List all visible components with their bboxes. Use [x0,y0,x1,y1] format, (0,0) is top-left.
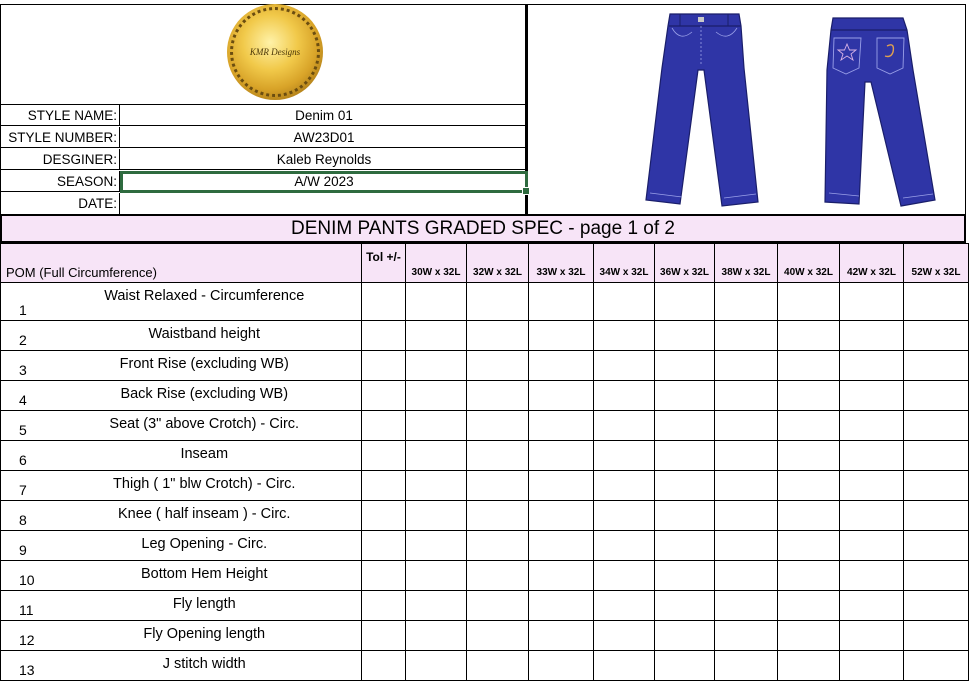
style-name-label: STYLE NAME: [0,105,120,125]
measurement-cell[interactable] [467,321,529,351]
pom-description[interactable]: J stitch width [48,651,362,681]
measurement-cell[interactable] [778,651,840,681]
measurement-cell[interactable] [467,621,529,651]
measurement-cell[interactable] [715,561,778,591]
measurement-cell[interactable] [406,351,467,381]
measurement-cell[interactable] [594,591,655,621]
style-number-row[interactable] [0,127,528,148]
measurement-cell[interactable] [778,591,840,621]
measurement-cell[interactable] [529,621,594,651]
measurement-cell[interactable] [840,351,904,381]
measurement-cell[interactable] [715,471,778,501]
style-number-value[interactable]: AW23D01 [293,130,355,145]
measurement-cell[interactable] [594,283,655,321]
measurement-cell[interactable] [655,441,715,471]
tolerance-cell[interactable] [362,501,406,531]
tolerance-cell[interactable] [362,381,406,411]
measurement-cell[interactable] [715,531,778,561]
table-row [1,561,969,591]
measurement-cell[interactable] [715,351,778,381]
pom-description[interactable]: Leg Opening - Circ. [48,531,362,561]
measurement-cell[interactable] [594,351,655,381]
measurement-cell[interactable] [594,411,655,441]
measurement-cell[interactable] [529,321,594,351]
size-header: 33W x 32L [529,244,594,283]
pom-number: 8 [1,501,48,531]
measurement-cell[interactable] [778,561,840,591]
tolerance-header: Tol +/- [362,244,406,283]
measurement-cell[interactable] [467,411,529,441]
measurement-cell[interactable] [467,651,529,681]
style-name-value[interactable]: Denim 01 [295,108,353,123]
size-header: 32W x 32L [467,244,529,283]
pom-number: 6 [1,441,48,471]
measurement-cell[interactable] [715,441,778,471]
measurement-cell[interactable] [904,501,969,531]
style-name-row[interactable] [0,105,528,126]
measurement-cell[interactable] [529,501,594,531]
tolerance-cell[interactable] [362,351,406,381]
measurement-cell[interactable] [529,283,594,321]
measurement-cell[interactable] [529,441,594,471]
measurement-cell[interactable] [904,411,969,441]
table-row [1,591,969,621]
measurement-cell[interactable] [467,381,529,411]
table-row [1,651,969,681]
tolerance-cell[interactable] [362,591,406,621]
measurement-cell[interactable] [655,591,715,621]
pom-number: 3 [1,351,48,381]
measurement-cell[interactable] [778,283,840,321]
measurement-cell[interactable] [840,501,904,531]
measurement-cell[interactable] [467,283,529,321]
header-top-border [0,4,966,5]
measurement-cell[interactable] [904,561,969,591]
measurement-cell[interactable] [715,591,778,621]
measurement-cell[interactable] [406,591,467,621]
pom-number: 10 [1,561,48,591]
measurement-cell[interactable] [840,531,904,561]
measurement-cell[interactable] [529,411,594,441]
measurement-cell[interactable] [594,621,655,651]
pom-number: 5 [1,411,48,441]
measurement-cell[interactable] [778,501,840,531]
table-row [1,621,969,651]
jeans-back-illustration [815,10,940,210]
table-header-row [1,244,969,283]
measurement-cell[interactable] [778,351,840,381]
measurement-cell[interactable] [715,381,778,411]
tolerance-cell[interactable] [362,621,406,651]
measurement-cell[interactable] [406,381,467,411]
pom-number: 12 [1,621,48,651]
measurement-cell[interactable] [715,651,778,681]
measurement-cell[interactable] [406,531,467,561]
measurement-cell[interactable] [467,501,529,531]
measurement-cell[interactable] [594,501,655,531]
header-right-border [965,4,966,214]
pom-number: 7 [1,471,48,501]
measurement-cell[interactable] [406,283,467,321]
pom-description[interactable]: Front Rise (excluding WB) [48,351,362,381]
measurement-cell[interactable] [406,561,467,591]
measurement-cell[interactable] [904,441,969,471]
pom-header: POM (Full Circumference) [1,244,362,283]
measurement-cell[interactable] [594,381,655,411]
measurement-cell[interactable] [715,501,778,531]
sheet-title: DENIM PANTS GRADED SPEC - page 1 of 2 [0,214,966,243]
size-header: 40W x 32L [778,244,840,283]
pom-number: 11 [1,591,48,621]
table-row [1,441,969,471]
measurement-cell[interactable] [840,561,904,591]
tolerance-cell[interactable] [362,471,406,501]
measurement-cell[interactable] [406,621,467,651]
measurement-cell[interactable] [840,471,904,501]
pom-number: 4 [1,381,48,411]
style-info [0,104,528,214]
measurement-cell[interactable] [904,651,969,681]
measurement-cell[interactable] [840,441,904,471]
measurement-cell[interactable] [840,411,904,441]
tolerance-cell[interactable] [362,651,406,681]
table-row [1,351,969,381]
measurement-cell[interactable] [529,381,594,411]
measurement-cell[interactable] [904,621,969,651]
measurement-cell[interactable] [406,651,467,681]
designer-label: DESGINER: [0,149,120,169]
measurement-cell[interactable] [529,591,594,621]
measurement-cell[interactable] [655,351,715,381]
measurement-cell[interactable] [594,561,655,591]
measurement-cell[interactable] [467,531,529,561]
pom-number: 13 [1,651,48,681]
measurement-cell[interactable] [904,381,969,411]
measurement-cell[interactable] [655,411,715,441]
measurement-cell[interactable] [594,651,655,681]
measurement-cell[interactable] [904,283,969,321]
table-row [1,381,969,411]
measurement-cell[interactable] [840,621,904,651]
pom-description[interactable]: Knee ( half inseam ) - Circ. [48,501,362,531]
pom-description[interactable]: Back Rise (excluding WB) [48,381,362,411]
measurement-cell[interactable] [778,471,840,501]
brand-logo [227,4,323,100]
measurement-cell[interactable] [655,561,715,591]
pom-description[interactable]: Inseam [48,441,362,471]
measurement-cell[interactable] [715,621,778,651]
pom-description[interactable]: Fly Opening length [48,621,362,651]
measurement-cell[interactable] [840,283,904,321]
selected-cell-outline [120,171,528,193]
table-row [1,501,969,531]
pom-number: 2 [1,321,48,351]
measurement-cell[interactable] [778,411,840,441]
measurement-cell[interactable] [655,621,715,651]
measurement-cell[interactable] [840,381,904,411]
size-header: 52W x 32L [904,244,969,283]
spec-table-body [1,283,969,681]
measurement-cell[interactable] [904,471,969,501]
tolerance-cell[interactable] [362,321,406,351]
pom-description[interactable]: Waistband height [48,321,362,351]
measurement-cell[interactable] [406,411,467,441]
measurement-cell[interactable] [529,351,594,381]
size-header: 42W x 32L [840,244,904,283]
designer-row[interactable] [0,149,528,170]
measurement-cell[interactable] [655,651,715,681]
measurement-cell[interactable] [715,283,778,321]
measurement-cell[interactable] [406,441,467,471]
measurement-cell[interactable] [655,471,715,501]
measurement-cell[interactable] [904,591,969,621]
date-row[interactable] [0,193,528,214]
logo-text: KMR Designs [249,47,301,57]
measurement-cell[interactable] [406,471,467,501]
measurement-cell[interactable] [594,471,655,501]
measurement-cell[interactable] [778,621,840,651]
pom-description[interactable]: Seat (3" above Crotch) - Circ. [48,411,362,441]
measurement-cell[interactable] [406,501,467,531]
measurement-cell[interactable] [655,381,715,411]
spec-table [0,243,969,681]
size-header: 36W x 32L [655,244,715,283]
measurement-cell[interactable] [655,531,715,561]
size-header: 34W x 32L [594,244,655,283]
measurement-cell[interactable] [840,321,904,351]
measurement-cell[interactable] [467,471,529,501]
measurement-cell[interactable] [529,531,594,561]
pom-description[interactable]: Thigh ( 1" blw Crotch) - Circ. [48,471,362,501]
measurement-cell[interactable] [467,561,529,591]
measurement-cell[interactable] [715,411,778,441]
tolerance-cell[interactable] [362,441,406,471]
measurement-cell[interactable] [529,651,594,681]
size-header: 38W x 32L [715,244,778,283]
fill-handle[interactable] [522,187,530,195]
measurement-cell[interactable] [467,351,529,381]
jeans-front-illustration [640,8,760,208]
table-row [1,531,969,561]
measurement-cell[interactable] [655,321,715,351]
table-row [1,321,969,351]
measurement-cell[interactable] [904,531,969,561]
table-row [1,411,969,441]
measurement-cell[interactable] [594,531,655,561]
measurement-cell[interactable] [529,561,594,591]
measurement-cell[interactable] [529,471,594,501]
measurement-cell[interactable] [406,321,467,351]
table-row [1,471,969,501]
date-value[interactable] [120,193,528,214]
measurement-cell[interactable] [904,321,969,351]
season-label: SEASON: [0,171,120,191]
measurement-cell[interactable] [778,381,840,411]
pom-number: 1 [1,283,48,321]
measurement-cell[interactable] [594,321,655,351]
tolerance-cell[interactable] [362,411,406,441]
measurement-cell[interactable] [904,351,969,381]
measurement-cell[interactable] [840,591,904,621]
pom-description[interactable]: Bottom Hem Height [48,561,362,591]
measurement-cell[interactable] [778,441,840,471]
tolerance-cell[interactable] [362,531,406,561]
measurement-cell[interactable] [655,501,715,531]
table-row [1,283,969,321]
season-value[interactable]: A/W 2023 [294,174,354,189]
measurement-cell[interactable] [778,531,840,561]
measurement-cell[interactable] [655,283,715,321]
measurement-cell[interactable] [594,441,655,471]
tolerance-cell[interactable] [362,283,406,321]
measurement-cell[interactable] [467,441,529,471]
date-label: DATE: [0,193,120,214]
measurement-cell[interactable] [467,591,529,621]
style-number-label: STYLE NUMBER: [0,127,120,147]
tolerance-cell[interactable] [362,561,406,591]
measurement-cell[interactable] [715,321,778,351]
pom-description[interactable]: Fly length [48,591,362,621]
size-header: 30W x 32L [406,244,467,283]
measurement-cell[interactable] [840,651,904,681]
pom-number: 9 [1,531,48,561]
measurement-cell[interactable] [778,321,840,351]
pom-description[interactable]: Waist Relaxed - Circumference [48,283,362,321]
designer-value[interactable]: Kaleb Reynolds [276,152,372,167]
